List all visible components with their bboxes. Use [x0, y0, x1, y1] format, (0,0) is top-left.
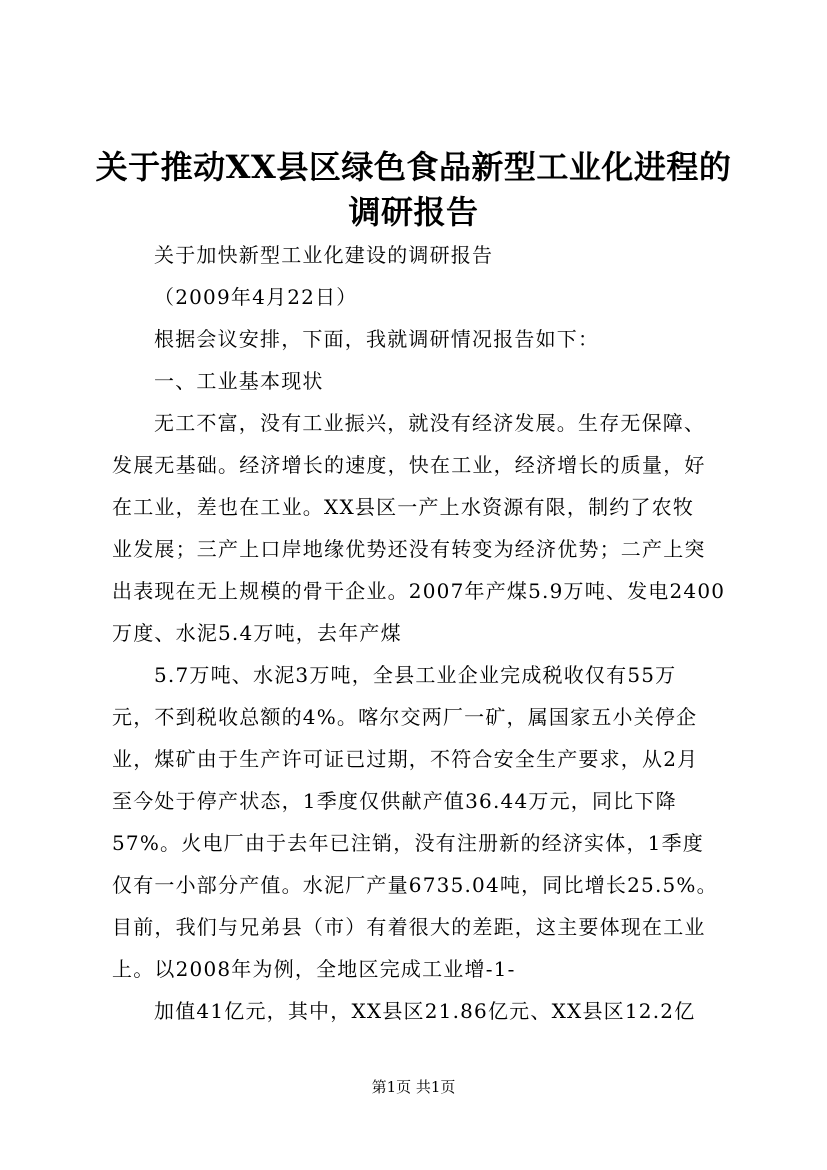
paragraph-line: 业，煤矿由于生产许可证已过期，不符合安全生产要求，从2月: [112, 747, 699, 771]
document-title-line-2: 调研报告: [348, 193, 479, 231]
page-number-footer: 第1页 共1页: [371, 1078, 456, 1096]
paragraph-line: 上。以2008年为例，全地区完成工业增-1-: [112, 957, 516, 981]
paragraph-line: 在工业，差也在工业。XX县区一产上水资源有限，制约了农牧: [112, 495, 695, 519]
paragraph-line: 发展无基础。经济增长的速度，快在工业，经济增长的质量，好: [112, 453, 706, 477]
paragraph-line: 万度、水泥5.4万吨，去年产煤: [112, 621, 402, 645]
date-line: （2009年4月22日）: [154, 285, 358, 309]
paragraph-line: 加值41亿元，其中，XX县区21.86亿元、XX县区12.2亿: [154, 999, 696, 1023]
paragraph-line: 业发展；三产上口岸地缘优势还没有转变为经济优势；二产上突: [112, 537, 706, 561]
section-heading: 一、工业基本现状: [154, 369, 324, 393]
paragraph-line: 出表现在无上规模的骨干企业。2007年产煤5.9万吨、发电2400: [112, 579, 726, 603]
document-title-line-1: 关于推动XX县区绿色食品新型工业化进程的: [95, 148, 732, 186]
paragraph-line: 仅有一小部分产值。水泥厂产量6735.04吨，同比增长25.5%。: [112, 873, 718, 897]
paragraph-line: 元，不到税收总额的4%。喀尔交两厂一矿，属国家五小关停企: [112, 705, 698, 729]
paragraph-line: 目前，我们与兄弟县（市）有着很大的差距，这主要体现在工业: [112, 915, 706, 939]
paragraph-line: 至今处于停产状态，1季度仅供献产值36.44万元，同比下降: [112, 789, 677, 813]
subtitle: 关于加快新型工业化建设的调研报告: [154, 243, 494, 267]
paragraph-line: 根据会议安排，下面，我就调研情况报告如下：: [154, 327, 600, 351]
paragraph-line: 57%。火电厂由于去年已注销，没有注册新的经济实体，1季度: [112, 831, 704, 855]
paragraph-line: 无工不富，没有工业振兴，就没有经济发展。生存无保障、: [154, 411, 706, 435]
paragraph-line: 5.7万吨、水泥3万吨，全县工业企业完成税收仅有55万: [154, 663, 677, 687]
